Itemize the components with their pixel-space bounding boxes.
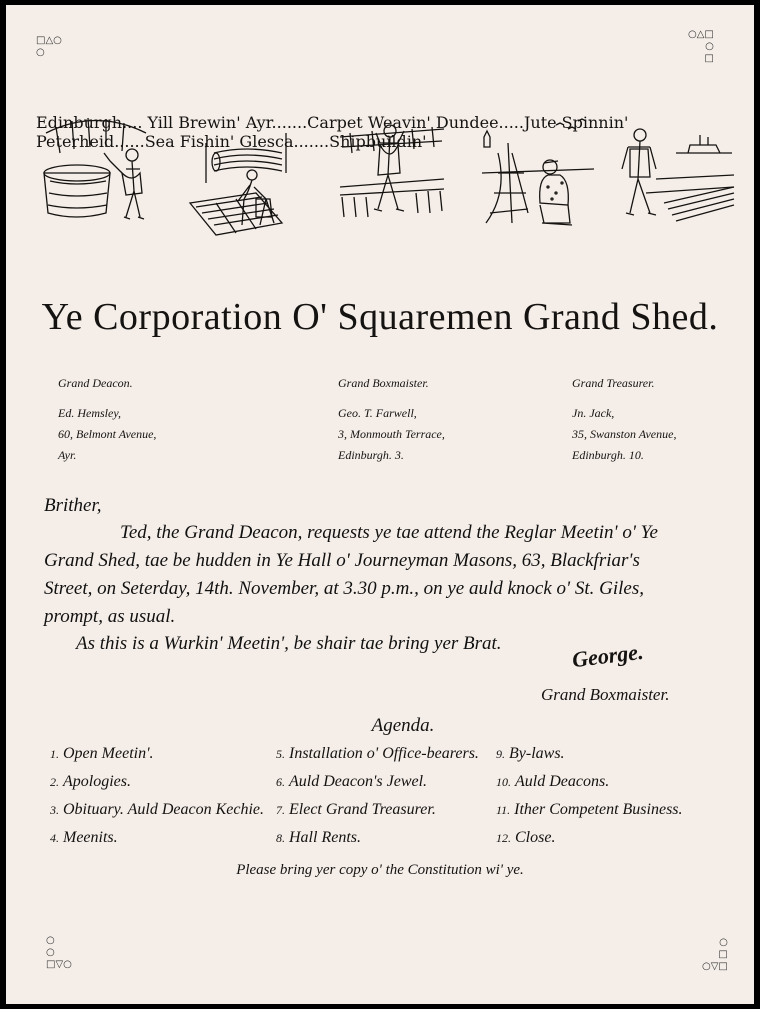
vignette-shipbuilding <box>616 113 736 273</box>
shipbuilding-illustration <box>616 113 736 253</box>
document-sheet <box>6 5 754 1004</box>
agenda-heading: Agenda. <box>371 715 435 736</box>
agenda-item <box>496 745 565 763</box>
letter-line-4: prompt, as usual. <box>44 606 176 627</box>
agenda-item-number: 12. <box>496 831 511 845</box>
agenda-item-number: 6. <box>276 775 285 789</box>
trade-vignettes <box>36 113 736 273</box>
agenda-item <box>50 773 131 791</box>
agenda-item-text: Open Meetin'. <box>63 745 154 762</box>
agenda-item-number: 1. <box>50 747 59 761</box>
corner-symbols-bottom-left: ○ ○ □▽○ <box>46 935 72 970</box>
vignette-fishing <box>478 113 598 273</box>
agenda-item-number: 3. <box>50 803 59 817</box>
officer-address-line2: Edinburgh. 3. <box>338 448 404 462</box>
agenda-item-number: 2. <box>50 775 59 789</box>
signature: George. <box>570 638 645 673</box>
officer-name: Ed. Hemsley, <box>58 406 121 420</box>
agenda-item <box>276 773 427 791</box>
officer-address-line2: Edinburgh. 10. <box>572 448 644 462</box>
agenda-item <box>50 801 264 819</box>
agenda-item-text: Ither Competent Business. <box>514 801 683 818</box>
vignette-caption-glesca: Glesca.......Shipbuildin' <box>239 132 427 151</box>
vignette-brewing <box>36 113 156 273</box>
letter-line-5: As this is a Wurkin' Meetin', be shair tae bring yer Brat. <box>76 633 502 654</box>
letter-line-2: Grand Shed, tae be hudden in Ye Hall o' Journeyman Masons, 63, Blackfriar's <box>44 550 640 571</box>
agenda-item-number: 9. <box>496 747 505 761</box>
letter-line-1: Ted, the Grand Deacon, requests ye tae attend the Reglar Meetin' o' Ye <box>120 522 658 543</box>
agenda-item-text: By-laws. <box>509 745 565 762</box>
officer-grand-treasurer <box>572 373 676 466</box>
page-title: Ye Corporation O' Squaremen Grand Shed. <box>41 296 719 338</box>
officer-name: Jn. Jack, <box>572 406 615 420</box>
agenda-item-number: 10. <box>496 775 511 789</box>
agenda-item-text: Auld Deacon's Jewel. <box>289 773 428 790</box>
officer-address-line1: 3, Monmouth Terrace, <box>338 427 445 441</box>
officer-name: Geo. T. Farwell, <box>338 406 417 420</box>
agenda-item <box>496 773 609 791</box>
agenda-item <box>276 745 479 763</box>
officer-role: Grand Deacon. <box>58 376 133 390</box>
officer-role: Grand Treasurer. <box>572 376 655 390</box>
agenda-item-text: Hall Rents. <box>289 829 361 846</box>
vignette-caption-dundee: Dundee.....Jute Spinnin' <box>435 113 629 132</box>
agenda-item-number: 7. <box>276 803 285 817</box>
agenda-item-number: 11. <box>496 803 511 817</box>
agenda-item-text: Auld Deacons. <box>515 773 610 790</box>
vignette-caption-peterheid: Peterheid......Sea Fishin' <box>36 132 235 151</box>
footer-note: Please bring yer copy o' the Constitution wi' ye. <box>236 862 524 878</box>
agenda-item-text: Installation o' Office-bearers. <box>289 745 479 762</box>
carpet-illustration <box>186 113 306 253</box>
agenda-item <box>50 829 118 847</box>
agenda-item-text: Obituary. Auld Deacon Kechie. <box>63 801 264 818</box>
letter-salutation: Brither, <box>44 495 102 516</box>
brewing-illustration <box>36 113 156 253</box>
agenda-item <box>276 801 436 819</box>
officer-role: Grand Boxmaister. <box>338 376 429 390</box>
vignette-carpet <box>186 113 306 273</box>
officer-grand-deacon <box>58 373 156 466</box>
signoff-title: Grand Boxmaister. <box>541 685 670 704</box>
agenda-item <box>50 745 154 763</box>
fishing-illustration <box>478 113 598 253</box>
vignette-jute <box>332 113 452 273</box>
agenda-item-text: Close. <box>515 829 556 846</box>
agenda-item-text: Apologies. <box>63 773 131 790</box>
vignette-caption-ayr: Ayr.......Carpet Weavin' <box>245 113 431 132</box>
agenda-item-number: 8. <box>276 831 285 845</box>
agenda-item <box>496 801 683 819</box>
agenda-item-number: 4. <box>50 831 59 845</box>
vignette-caption-edinburgh: Edinburgh.... Yill Brewin' <box>36 113 241 132</box>
agenda-item <box>276 829 361 847</box>
corner-symbols-top-left: □△○ ○ <box>36 35 62 58</box>
jute-illustration <box>332 113 452 253</box>
officer-grand-boxmaister <box>338 373 445 466</box>
agenda-item-text: Elect Grand Treasurer. <box>289 801 436 818</box>
officer-address-line1: 35, Swanston Avenue, <box>572 427 677 441</box>
agenda-item <box>496 829 555 847</box>
agenda-item-text: Meenits. <box>63 829 118 846</box>
agenda-item-number: 5. <box>276 747 285 761</box>
officer-address-line1: 60, Belmont Avenue, <box>58 427 157 441</box>
corner-symbols-bottom-right: ○ □ ○▽□ <box>702 937 728 972</box>
letter-line-3: Street, on Seterday, 14th. November, at 3.30 p.m., on ye auld knock o' St. Giles, <box>44 578 644 599</box>
officer-address-line2: Ayr. <box>58 448 77 462</box>
corner-symbols-top-right: ○△□ ○ □ <box>688 29 714 64</box>
